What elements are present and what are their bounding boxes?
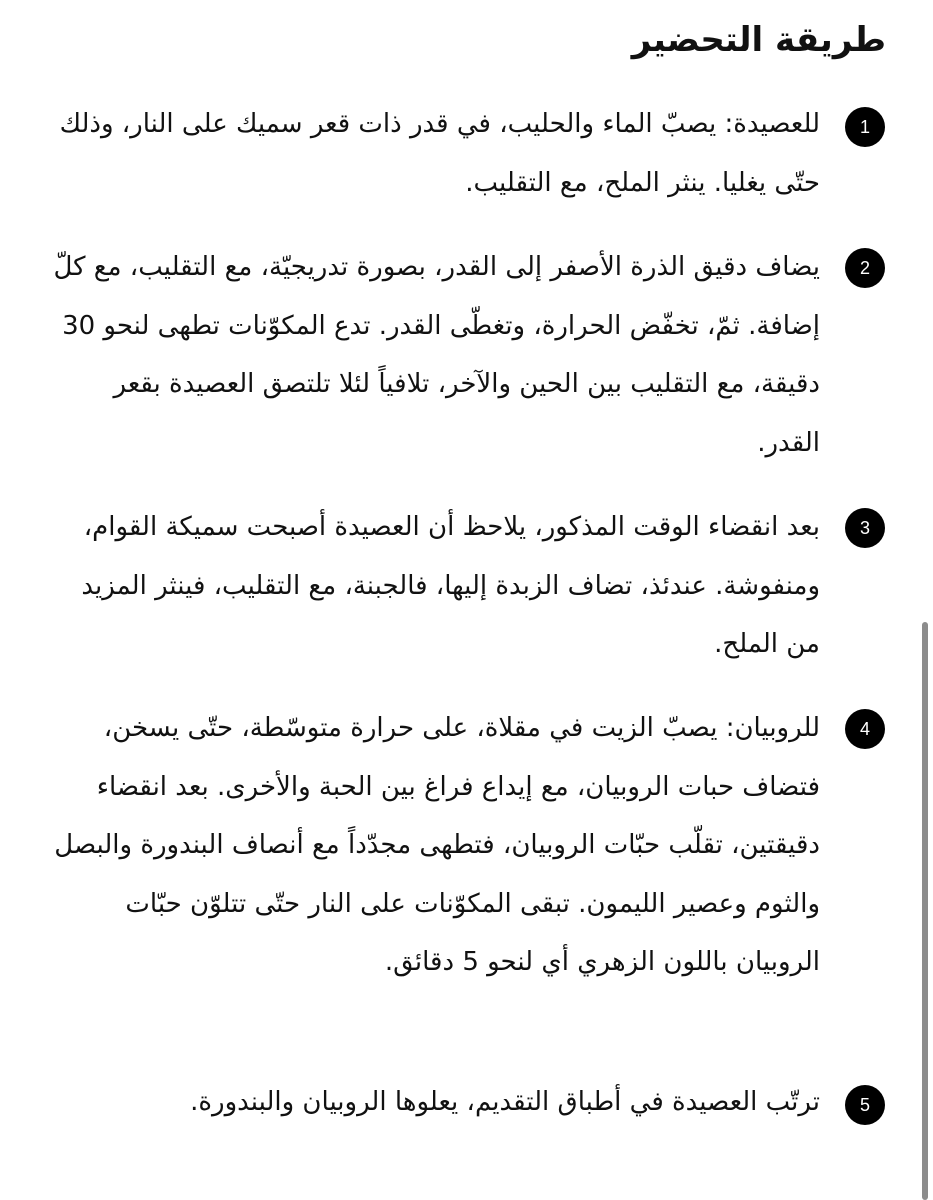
section-title: طريقة التحضير: [631, 20, 886, 60]
step-text: للعصيدة: يصبّ الماء والحليب، في قدر ذات قعر سميك على النار، وذلك حتّى يغليا. ينثر الملح، مع التقليب.: [59, 109, 820, 198]
step-number-badge: 1: [845, 107, 885, 147]
step-number-badge: 2: [845, 248, 885, 288]
step-number-badge: 4: [845, 709, 885, 749]
vertical-scrollbar[interactable]: [922, 622, 928, 1200]
step-number-badge: 3: [845, 508, 885, 548]
step-number-badge: 5: [845, 1085, 885, 1125]
step-text: بعد انقضاء الوقت المذكور، يلاحظ أن العصيدة أصبحت سميكة القوام، ومنفوشة. عندئذ، تضاف الزبدة إليها، فالجبنة، مع التقليب، فينثر المزيد من الملح.: [81, 512, 820, 659]
step-text: ترتّب العصيدة في أطباق التقديم، يعلوها الروبيان والبندورة.: [190, 1087, 820, 1117]
step-text: يضاف دقيق الذرة الأصفر إلى القدر، بصورة تدريجيّة، مع التقليب، مع كلّ إضافة. ثمّ، تخفّض الحرارة، وتغطّى القدر. تدع المكوّنات تطهى لنحو 30 دقيقة، مع التقليب بين الحين والآخر، تلافياً لئلا تلتصق العصيدة بقعر القدر.: [53, 252, 820, 458]
step-text: للروبيان: يصبّ الزيت في مقلاة، على حرارة متوسّطة، حتّى يسخن، فتضاف حبات الروبيان، مع إيداع فراغ بين الحبة والأخرى. بعد انقضاء دقيقتين، تقلّب حبّات الروبيان، فتطهى مجدّداً مع أنصاف البندورة والبصل والثوم وعصير الليمون. تبقى المكوّنات على النار حتّى تتلوّن حبّات الروبيان باللون الزهري أي لنحو 5 دقائق.: [54, 713, 820, 977]
